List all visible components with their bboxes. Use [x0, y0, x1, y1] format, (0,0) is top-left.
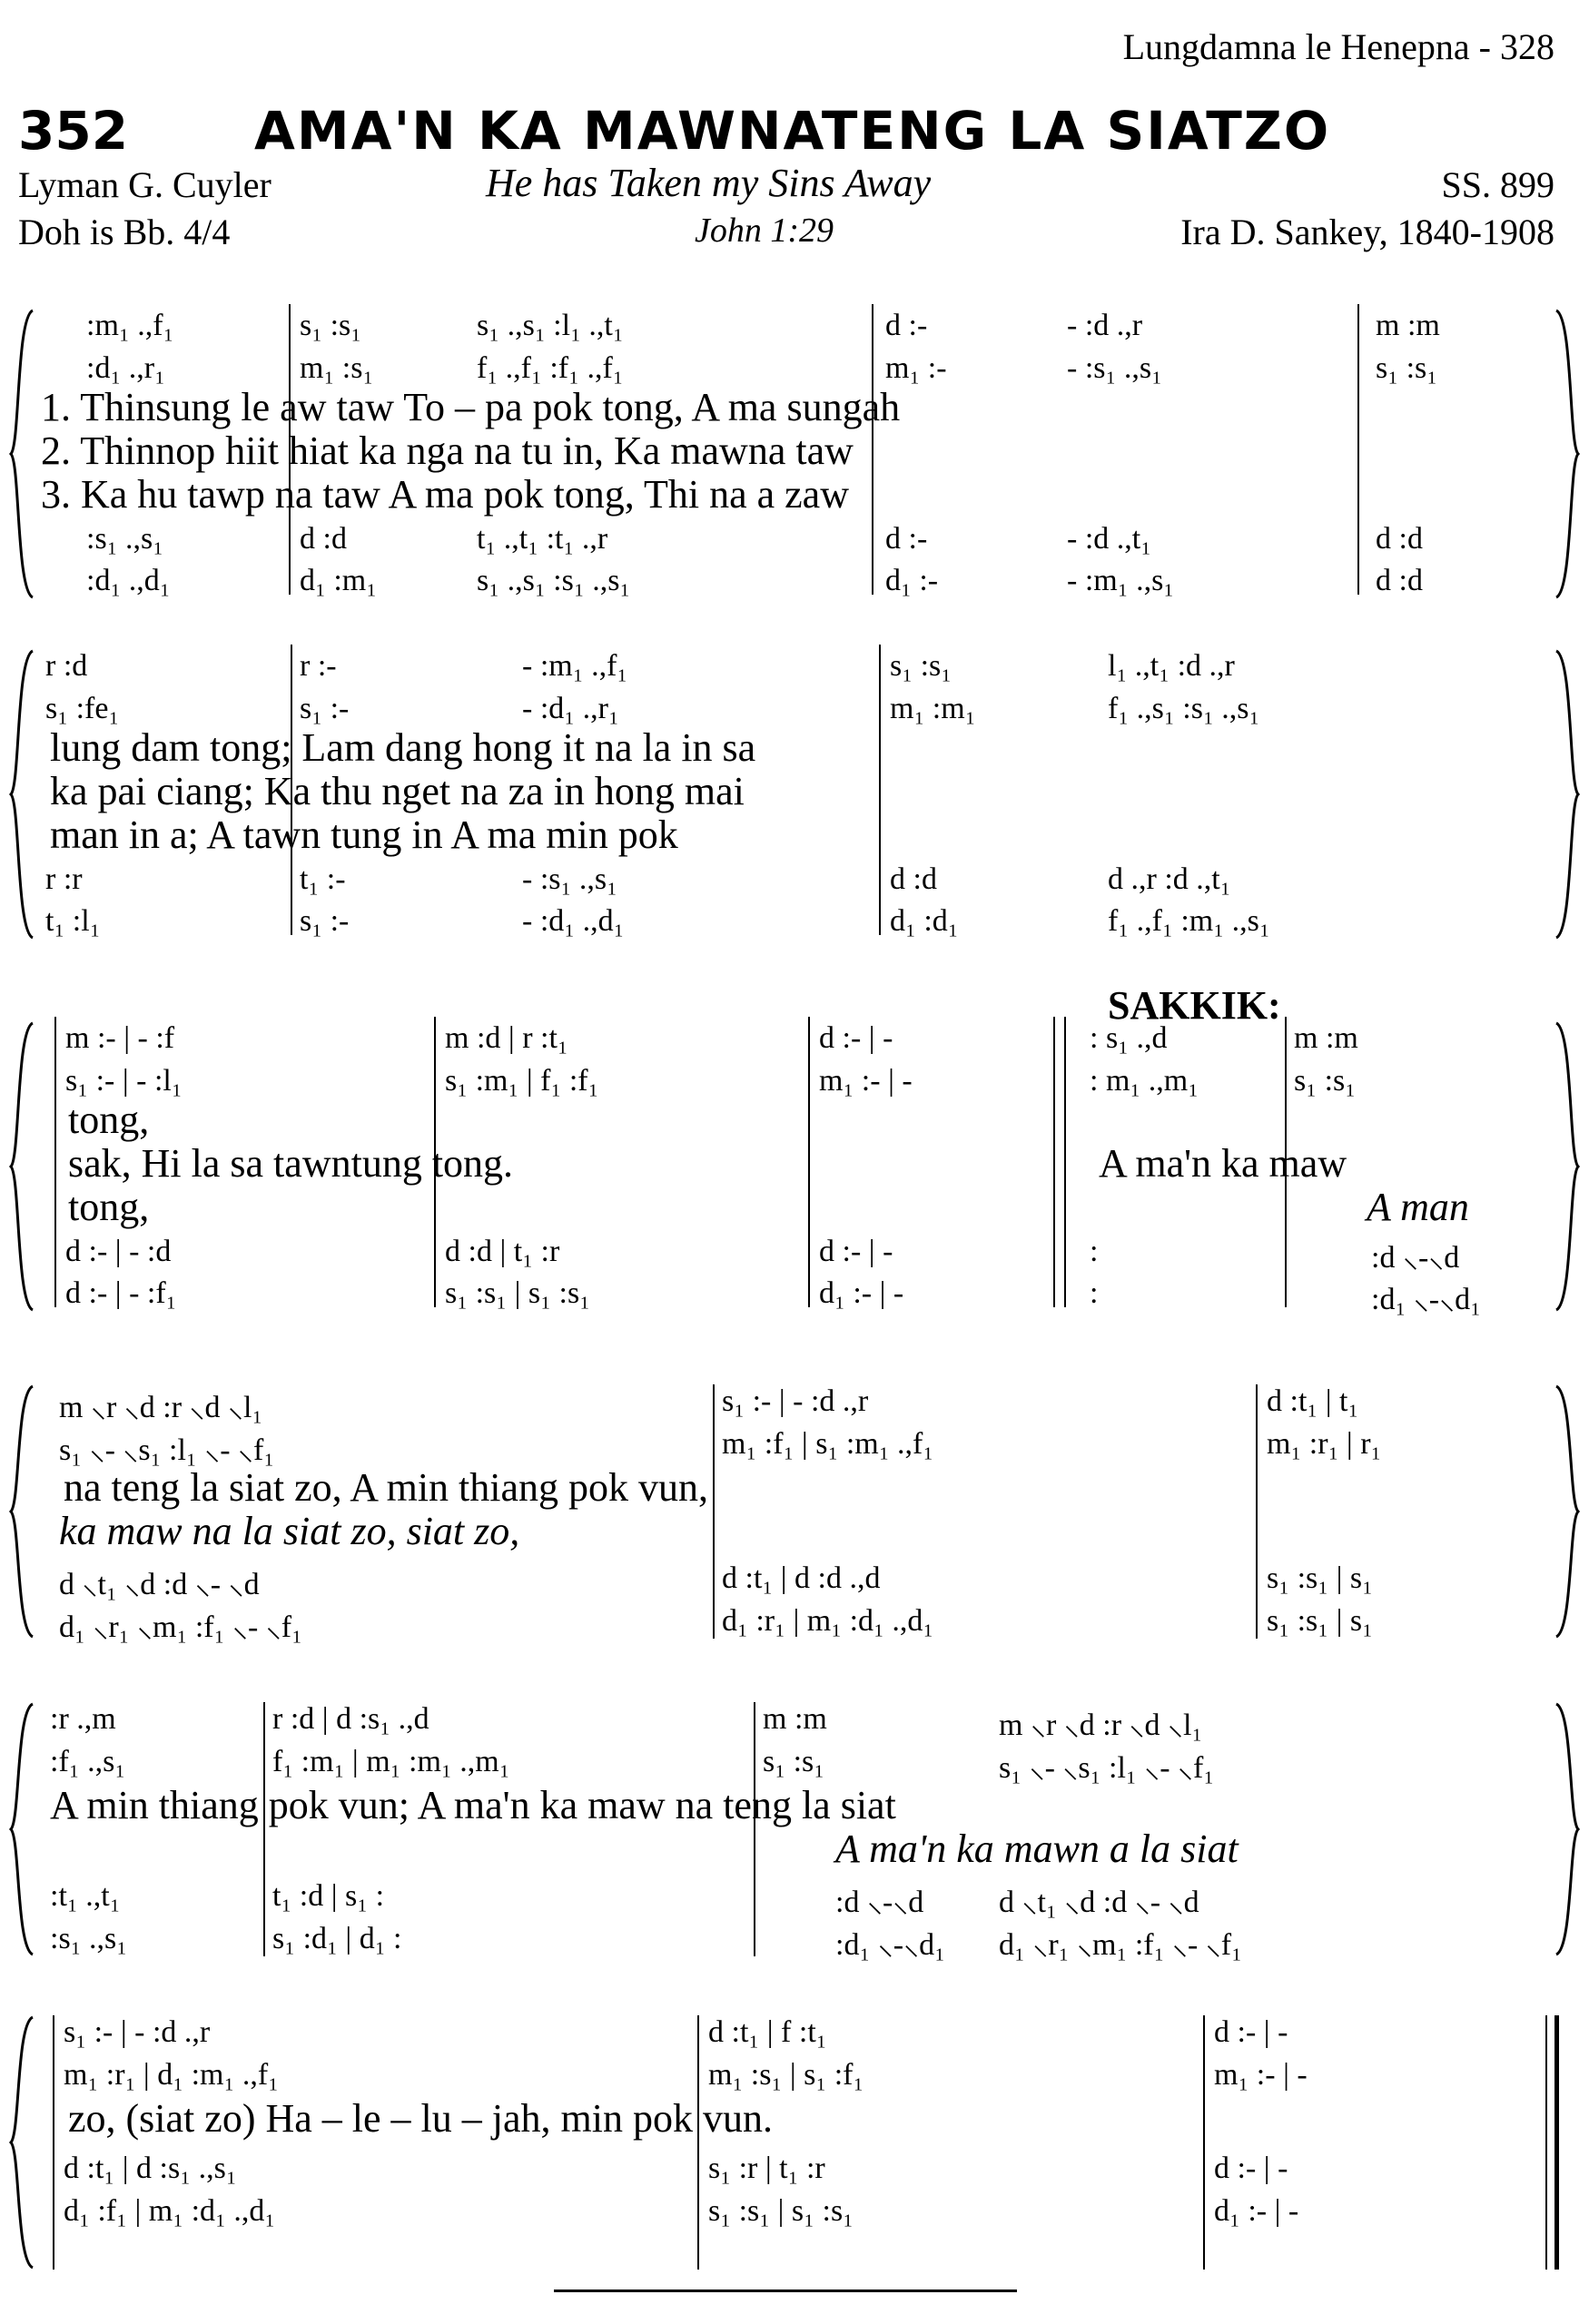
barline — [1203, 2015, 1205, 2270]
tenor-notes: - :d .,t₁ — [1067, 522, 1152, 556]
final-barline — [1554, 2015, 1559, 2270]
tenor-notes: d :d | t₁ :r — [445, 1235, 560, 1268]
key-signature: Doh is Bb. 4/4 — [18, 212, 231, 252]
tenor-notes: d :- — [885, 522, 928, 556]
alto-notes: m₁ :r₁ | d₁ :m₁ .,f₁ — [64, 2058, 280, 2092]
left-brace-icon — [9, 1384, 36, 1639]
bass-notes: :d₁ .,d₁ — [86, 564, 171, 597]
chorus-lyric: A ma'n ka maw — [1099, 1141, 1347, 1186]
tenor-notes: t₁ .,t₁ :t₁ .,r — [477, 522, 608, 556]
alto-notes: m₁ :f₁ | s₁ :m₁ .,f₁ — [722, 1427, 934, 1461]
book-page-header: Lungdamna le Henepna - 328 — [1122, 26, 1554, 67]
tenor-notes: t₁ :- — [300, 862, 346, 896]
left-brace-icon — [9, 2015, 36, 2270]
soprano-notes: r :d | d :s₁ .,d — [272, 1702, 429, 1736]
verse-3-lyric: man in a; A tawn tung in A ma min pok — [50, 812, 678, 857]
soprano-notes: m :m — [1376, 309, 1440, 342]
chorus-bass-lyric: A man — [1367, 1185, 1469, 1229]
tenor-notes: :t₁ .,t₁ — [50, 1879, 121, 1913]
ref-number: SS. 899 — [1441, 164, 1554, 205]
barline — [697, 2015, 699, 2270]
composer: Ira D. Sankey, 1840-1908 — [1180, 212, 1554, 252]
verse-3-lyric: 3. Ka hu tawp na taw A ma pok tong, Thi na a zaw — [41, 472, 849, 517]
soprano-notes: d :- | - — [1214, 2015, 1288, 2049]
soprano-notes: d :t₁ | t₁ — [1267, 1384, 1359, 1418]
alto-notes: : m₁ .,m₁ — [1090, 1064, 1199, 1098]
tenor-notes: - :s₁ .,s₁ — [522, 862, 617, 896]
bass-notes: t₁ :l₁ — [45, 904, 101, 938]
chorus-bass-lyric: A ma'n ka mawn a la siat — [835, 1827, 1239, 1871]
soprano-notes: : s₁ .,d — [1090, 1021, 1168, 1055]
barline — [879, 645, 881, 935]
bass-notes: d₁ :- | - — [1214, 2194, 1299, 2228]
left-brace-icon — [9, 309, 36, 599]
soprano-notes: - :m₁ .,f₁ — [522, 649, 628, 683]
bass-notes: d₁ ⸜r₁ ⸜m₁ :f₁ ⸜- ⸜f₁ — [59, 1610, 302, 1644]
bass-notes: d₁ :d₁ — [890, 904, 959, 938]
verse-2-lyric: 2. Thinnop hiit hiat ka nga na tu in, Ka mawna taw — [41, 428, 854, 473]
barline — [808, 1017, 810, 1307]
right-brace-icon — [1553, 1702, 1580, 1956]
alto-notes: s₁ ⸜- ⸜s₁ :l₁ ⸜- ⸜f₁ — [999, 1751, 1215, 1785]
verse-2-lyric: sak, Hi la sa tawntung tong. — [68, 1141, 514, 1186]
bass-notes: s₁ :s₁ | s₁ — [1267, 1604, 1374, 1638]
tenor-notes: s₁ :r | t₁ :r — [708, 2152, 825, 2185]
soprano-notes: m :m — [763, 1702, 827, 1736]
final-barline — [1545, 2015, 1547, 2270]
soprano-notes: d :- — [885, 309, 928, 342]
bass-notes: - :d₁ .,d₁ — [522, 904, 625, 938]
alto-notes: - :s₁ .,s₁ — [1067, 351, 1162, 385]
tenor-notes: r :r — [45, 862, 83, 896]
soprano-notes: :m₁ .,f₁ — [86, 309, 174, 342]
soprano-notes: :r .,m — [50, 1702, 116, 1736]
tenor-notes: :d ⸜-⸜d — [1371, 1241, 1460, 1275]
left-brace-icon — [9, 649, 36, 940]
alto-notes: s₁ ⸜- ⸜s₁ :l₁ ⸜- ⸜f₁ — [59, 1433, 275, 1467]
soprano-notes: l₁ .,t₁ :d .,r — [1108, 649, 1235, 683]
alto-notes: f₁ :m₁ | m₁ :m₁ .,m₁ — [272, 1745, 510, 1778]
tenor-notes: d ⸜t₁ ⸜d :d ⸜- ⸜d — [59, 1568, 260, 1601]
bass-notes: d₁ ⸜r₁ ⸜m₁ :f₁ ⸜- ⸜f₁ — [999, 1928, 1242, 1962]
bass-notes: d :- | - :f₁ — [65, 1276, 177, 1310]
barline — [713, 1384, 715, 1639]
soprano-notes: s₁ :s₁ — [300, 309, 362, 342]
soprano-notes: d :- | - — [819, 1021, 893, 1055]
alto-notes: m₁ :- | - — [819, 1064, 913, 1098]
music-system-6 — [0, 2006, 1589, 2279]
soprano-notes: s₁ .,s₁ :l₁ .,t₁ — [477, 309, 624, 342]
tenor-notes: t₁ :d | s₁ : — [272, 1879, 385, 1913]
bass-notes: :d₁ ⸜-⸜d₁ — [1371, 1283, 1481, 1316]
bass-notes: s₁ :d₁ | d₁ : — [272, 1922, 402, 1955]
alto-notes: s₁ :s₁ — [1294, 1064, 1357, 1098]
alto-notes: f₁ .,s₁ :s₁ .,s₁ — [1108, 692, 1260, 725]
soprano-notes: d :t₁ | f :t₁ — [708, 2015, 827, 2049]
right-brace-icon — [1553, 649, 1580, 940]
verse-3-lyric: tong, — [68, 1185, 150, 1229]
barline — [54, 1017, 56, 1307]
alto-notes: s₁ :- — [300, 692, 350, 725]
left-brace-icon — [9, 1021, 36, 1312]
chorus-bass-lyric: ka maw na la siat zo, siat zo, — [59, 1509, 520, 1553]
alto-notes: s₁ :s₁ — [1376, 351, 1438, 385]
bass-notes: s₁ :s₁ | s₁ :s₁ — [708, 2194, 854, 2228]
bass-notes: d :d — [1376, 564, 1423, 597]
chorus-lyric: zo, (siat zo) Ha – le – lu – jah, min pok vun. — [68, 2096, 773, 2141]
music-system-5 — [0, 1693, 1589, 1965]
alto-notes: s₁ :m₁ | f₁ :f₁ — [445, 1064, 599, 1098]
tenor-notes: d .,r :d .,t₁ — [1108, 862, 1231, 896]
tenor-notes: :s₁ .,s₁ — [86, 522, 164, 556]
hymn-title: AMA'N KA MAWNATENG LA SIATZO — [254, 100, 1331, 162]
tenor-notes: d :d — [1376, 522, 1423, 556]
soprano-notes: s₁ :s₁ — [890, 649, 952, 683]
chorus-lyric: A min thiang pok vun; A ma'n ka maw na teng la siat — [50, 1783, 896, 1827]
chorus-label: SAKKIK: — [1108, 983, 1281, 1028]
tenor-notes: s₁ :s₁ | s₁ — [1267, 1561, 1374, 1595]
author: Lyman G. Cuyler — [18, 164, 271, 205]
verse-1-lyric: lung dam tong; Lam dang hong it na la in sa — [50, 725, 756, 770]
tenor-notes: :d ⸜-⸜d — [835, 1886, 924, 1919]
alto-notes: m₁ :s₁ | s₁ :f₁ — [708, 2058, 864, 2092]
barline — [263, 1702, 265, 1956]
bass-notes: s₁ :- — [300, 904, 350, 938]
barline — [1357, 304, 1359, 595]
tenor-notes: d :- | - — [1214, 2152, 1288, 2185]
barline — [53, 2015, 54, 2270]
soprano-notes: m ⸜r ⸜d :r ⸜d ⸜l₁ — [999, 1709, 1203, 1742]
bass-notes: d₁ :r₁ | m₁ :d₁ .,d₁ — [722, 1604, 934, 1638]
bass-notes: s₁ .,s₁ :s₁ .,s₁ — [477, 564, 631, 597]
music-system-2 — [0, 635, 1589, 949]
soprano-notes: r :d — [45, 649, 88, 683]
alto-notes: m₁ :- — [885, 351, 947, 385]
verse-1-lyric: 1. Thinsung le aw taw To – pa pok tong, A ma sungah — [41, 385, 901, 429]
verse-2-lyric: ka pai ciang; Ka thu nget na za in hong mai — [50, 769, 745, 813]
music-system-3 — [0, 1008, 1589, 1321]
barline — [754, 1702, 755, 1956]
bass-notes: d₁ :f₁ | m₁ :d₁ .,d₁ — [64, 2194, 276, 2228]
right-brace-icon — [1553, 309, 1580, 599]
right-brace-icon — [1553, 1021, 1580, 1312]
alto-notes: m₁ :- | - — [1214, 2058, 1308, 2092]
double-barline — [1053, 1017, 1055, 1307]
soprano-notes: r :- — [300, 649, 337, 683]
alto-notes: - :d₁ .,r₁ — [522, 692, 619, 725]
tenor-notes: d :d — [890, 862, 937, 896]
barline — [1256, 1384, 1258, 1639]
bass-notes: : — [1090, 1276, 1099, 1310]
alto-notes: :d₁ .,r₁ — [86, 351, 165, 385]
soprano-notes: s₁ :- | - :d .,r — [722, 1384, 869, 1418]
soprano-notes: m ⸜r ⸜d :r ⸜d ⸜l₁ — [59, 1391, 263, 1424]
alto-notes: f₁ .,f₁ :f₁ .,f₁ — [477, 351, 624, 385]
tenor-notes: d :t₁ | d :d .,d — [722, 1561, 881, 1595]
alto-notes: m₁ :r₁ | r₁ — [1267, 1427, 1382, 1461]
english-title: He has Taken my Sins Away — [486, 161, 932, 205]
soprano-notes: m :d | r :t₁ — [445, 1021, 568, 1055]
barline — [872, 304, 873, 595]
alto-notes: s₁ :fe₁ — [45, 692, 120, 725]
bass-notes: :d₁ ⸜-⸜d₁ — [835, 1928, 945, 1962]
bass-notes: d₁ :m₁ — [300, 564, 378, 597]
tenor-notes: d ⸜t₁ ⸜d :d ⸜- ⸜d — [999, 1886, 1199, 1919]
music-system-4 — [0, 1375, 1589, 1648]
bass-notes: s₁ :s₁ | s₁ :s₁ — [445, 1276, 591, 1310]
bass-notes: :s₁ .,s₁ — [50, 1922, 128, 1955]
alto-notes: m₁ :m₁ — [890, 692, 976, 725]
tenor-notes: d :t₁ | d :s₁ .,s₁ — [64, 2152, 237, 2185]
verse-1-lyric: tong, — [68, 1098, 150, 1142]
tenor-notes: d :- | - :d — [65, 1235, 172, 1268]
music-system-1 — [0, 295, 1589, 608]
scripture-ref: John 1:29 — [695, 212, 834, 250]
soprano-notes: m :m — [1294, 1021, 1358, 1055]
tenor-notes: d :d — [300, 522, 347, 556]
hymn-number: 352 — [18, 100, 129, 162]
left-brace-icon — [9, 1702, 36, 1956]
soprano-notes: m :- | - :f — [65, 1021, 175, 1055]
bass-notes: d₁ :- | - — [819, 1276, 904, 1310]
chorus-lyric: na teng la siat zo, A min thiang pok vun, — [64, 1465, 709, 1510]
double-barline — [1064, 1017, 1066, 1307]
soprano-notes: s₁ :- | - :d .,r — [64, 2015, 211, 2049]
alto-notes: s₁ :s₁ — [763, 1745, 825, 1778]
tenor-notes: : — [1090, 1235, 1099, 1268]
right-brace-icon — [1553, 1384, 1580, 1639]
bass-notes: - :m₁ .,s₁ — [1067, 564, 1175, 597]
alto-notes: m₁ :s₁ — [300, 351, 374, 385]
footer-rule — [554, 2290, 1017, 2292]
alto-notes: s₁ :- | - :l₁ — [65, 1064, 183, 1098]
bass-notes: f₁ .,f₁ :m₁ .,s₁ — [1108, 904, 1270, 938]
bass-notes: d₁ :- — [885, 564, 939, 597]
alto-notes: :f₁ .,s₁ — [50, 1745, 126, 1778]
soprano-notes: - :d .,r — [1067, 309, 1143, 342]
tenor-notes: d :- | - — [819, 1235, 893, 1268]
